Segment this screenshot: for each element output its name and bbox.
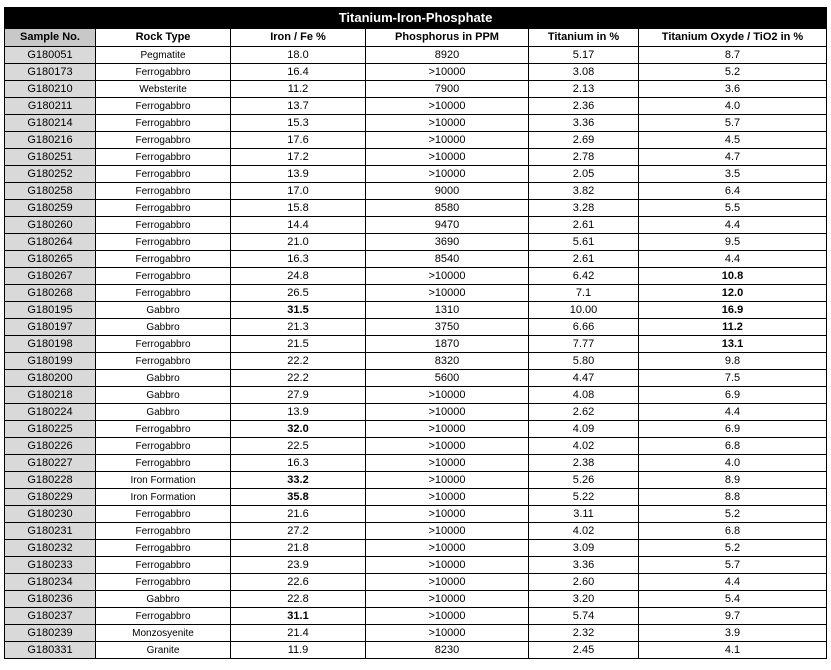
titanium-cell: 4.09 bbox=[529, 421, 639, 438]
tio2-cell: 16.9 bbox=[639, 302, 827, 319]
table-row bbox=[5, 234, 827, 251]
titanium-cell: 2.45 bbox=[529, 642, 639, 659]
phosphorus-cell: >10000 bbox=[366, 557, 529, 574]
phosphorus-cell: 9000 bbox=[366, 183, 529, 200]
titanium-cell: 5.74 bbox=[529, 608, 639, 625]
iron-cell: 33.2 bbox=[231, 472, 366, 489]
data-table bbox=[4, 7, 827, 659]
tio2-cell: 4.4 bbox=[639, 217, 827, 234]
sample-no-cell: G180258 bbox=[5, 183, 96, 200]
rock-type-cell: Gabbro bbox=[96, 404, 231, 421]
iron-cell: 17.2 bbox=[231, 149, 366, 166]
iron-cell: 17.6 bbox=[231, 132, 366, 149]
tio2-cell: 9.5 bbox=[639, 234, 827, 251]
tio2-cell: 4.4 bbox=[639, 404, 827, 421]
rock-type-cell: Ferrogabbro bbox=[96, 523, 231, 540]
table-row bbox=[5, 98, 827, 115]
phosphorus-cell: >10000 bbox=[366, 472, 529, 489]
titanium-cell: 2.62 bbox=[529, 404, 639, 421]
phosphorus-cell: >10000 bbox=[366, 540, 529, 557]
rock-type-cell: Iron Formation bbox=[96, 489, 231, 506]
sample-no-cell: G180173 bbox=[5, 64, 96, 81]
rock-type-cell: Ferrogabbro bbox=[96, 251, 231, 268]
rock-type-cell: Gabbro bbox=[96, 591, 231, 608]
phosphorus-cell: 8920 bbox=[366, 47, 529, 64]
table-row bbox=[5, 166, 827, 183]
table-row bbox=[5, 115, 827, 132]
tio2-cell: 5.4 bbox=[639, 591, 827, 608]
titanium-cell: 5.61 bbox=[529, 234, 639, 251]
table-row bbox=[5, 183, 827, 200]
sample-no-cell: G180268 bbox=[5, 285, 96, 302]
sample-no-cell: G180210 bbox=[5, 81, 96, 98]
iron-cell: 13.9 bbox=[231, 166, 366, 183]
phosphorus-cell: >10000 bbox=[366, 404, 529, 421]
tio2-cell: 8.9 bbox=[639, 472, 827, 489]
titanium-cell: 5.80 bbox=[529, 353, 639, 370]
sample-no-cell: G180218 bbox=[5, 387, 96, 404]
rock-type-cell: Ferrogabbro bbox=[96, 115, 231, 132]
col-header-phosphorus: Phosphorus in PPM bbox=[366, 29, 529, 47]
tio2-cell: 11.2 bbox=[639, 319, 827, 336]
col-header-rock-type: Rock Type bbox=[96, 29, 231, 47]
tio2-cell: 5.2 bbox=[639, 540, 827, 557]
rock-type-cell: Ferrogabbro bbox=[96, 455, 231, 472]
tio2-cell: 4.1 bbox=[639, 642, 827, 659]
tio2-cell: 12.0 bbox=[639, 285, 827, 302]
table-row bbox=[5, 132, 827, 149]
sample-no-cell: G180198 bbox=[5, 336, 96, 353]
table-row bbox=[5, 455, 827, 472]
table-title: Titanium-Iron-Phosphate bbox=[5, 8, 827, 29]
tio2-cell: 4.0 bbox=[639, 98, 827, 115]
rock-type-cell: Ferrogabbro bbox=[96, 183, 231, 200]
tio2-cell: 6.4 bbox=[639, 183, 827, 200]
table-row bbox=[5, 574, 827, 591]
titanium-cell: 2.32 bbox=[529, 625, 639, 642]
sample-no-cell: G180231 bbox=[5, 523, 96, 540]
tio2-cell: 4.5 bbox=[639, 132, 827, 149]
sample-no-cell: G180237 bbox=[5, 608, 96, 625]
tio2-cell: 4.0 bbox=[639, 455, 827, 472]
tio2-cell: 5.7 bbox=[639, 557, 827, 574]
titanium-cell: 3.36 bbox=[529, 115, 639, 132]
rock-type-cell: Ferrogabbro bbox=[96, 64, 231, 81]
sample-no-cell: G180195 bbox=[5, 302, 96, 319]
rock-type-cell: Monzosyenite bbox=[96, 625, 231, 642]
titanium-cell: 2.13 bbox=[529, 81, 639, 98]
rock-type-cell: Ferrogabbro bbox=[96, 421, 231, 438]
iron-cell: 15.8 bbox=[231, 200, 366, 217]
table-row bbox=[5, 540, 827, 557]
phosphorus-cell: >10000 bbox=[366, 438, 529, 455]
titanium-cell: 3.28 bbox=[529, 200, 639, 217]
iron-cell: 31.1 bbox=[231, 608, 366, 625]
sample-no-cell: G180265 bbox=[5, 251, 96, 268]
sample-no-cell: G180051 bbox=[5, 47, 96, 64]
header-row bbox=[5, 29, 827, 47]
titanium-cell: 2.61 bbox=[529, 251, 639, 268]
rock-type-cell: Gabbro bbox=[96, 302, 231, 319]
iron-cell: 21.0 bbox=[231, 234, 366, 251]
tio2-cell: 9.7 bbox=[639, 608, 827, 625]
sample-no-cell: G180236 bbox=[5, 591, 96, 608]
tio2-cell: 13.1 bbox=[639, 336, 827, 353]
phosphorus-cell: 8230 bbox=[366, 642, 529, 659]
titanium-cell: 6.66 bbox=[529, 319, 639, 336]
iron-cell: 21.4 bbox=[231, 625, 366, 642]
phosphorus-cell: >10000 bbox=[366, 506, 529, 523]
table-row bbox=[5, 387, 827, 404]
phosphorus-cell: >10000 bbox=[366, 608, 529, 625]
titanium-cell: 6.42 bbox=[529, 268, 639, 285]
titanium-cell: 2.60 bbox=[529, 574, 639, 591]
table-row bbox=[5, 472, 827, 489]
phosphorus-cell: 7900 bbox=[366, 81, 529, 98]
phosphorus-cell: >10000 bbox=[366, 421, 529, 438]
table-row bbox=[5, 642, 827, 659]
table-row bbox=[5, 506, 827, 523]
titanium-cell: 4.08 bbox=[529, 387, 639, 404]
titanium-cell: 3.09 bbox=[529, 540, 639, 557]
tio2-cell: 6.9 bbox=[639, 421, 827, 438]
phosphorus-cell: >10000 bbox=[366, 489, 529, 506]
rock-type-cell: Ferrogabbro bbox=[96, 506, 231, 523]
sample-no-cell: G180214 bbox=[5, 115, 96, 132]
iron-cell: 22.6 bbox=[231, 574, 366, 591]
table-row bbox=[5, 64, 827, 81]
phosphorus-cell: 8580 bbox=[366, 200, 529, 217]
tio2-cell: 4.4 bbox=[639, 251, 827, 268]
rock-type-cell: Ferrogabbro bbox=[96, 285, 231, 302]
sample-no-cell: G180224 bbox=[5, 404, 96, 421]
iron-cell: 31.5 bbox=[231, 302, 366, 319]
tio2-cell: 4.7 bbox=[639, 149, 827, 166]
titanium-cell: 5.17 bbox=[529, 47, 639, 64]
table-row bbox=[5, 625, 827, 642]
table-row bbox=[5, 200, 827, 217]
iron-cell: 22.5 bbox=[231, 438, 366, 455]
rock-type-cell: Ferrogabbro bbox=[96, 557, 231, 574]
sample-no-cell: G180230 bbox=[5, 506, 96, 523]
table-row bbox=[5, 438, 827, 455]
sample-no-cell: G180225 bbox=[5, 421, 96, 438]
titanium-cell: 2.38 bbox=[529, 455, 639, 472]
titanium-cell: 4.47 bbox=[529, 370, 639, 387]
iron-cell: 26.5 bbox=[231, 285, 366, 302]
iron-cell: 14.4 bbox=[231, 217, 366, 234]
phosphorus-cell: >10000 bbox=[366, 132, 529, 149]
iron-cell: 17.0 bbox=[231, 183, 366, 200]
phosphorus-cell: >10000 bbox=[366, 387, 529, 404]
sample-no-cell: G180199 bbox=[5, 353, 96, 370]
phosphorus-cell: 8540 bbox=[366, 251, 529, 268]
phosphorus-cell: 8320 bbox=[366, 353, 529, 370]
table-row bbox=[5, 608, 827, 625]
titanium-cell: 7.77 bbox=[529, 336, 639, 353]
titanium-cell: 2.69 bbox=[529, 132, 639, 149]
rock-type-cell: Gabbro bbox=[96, 319, 231, 336]
tio2-cell: 6.8 bbox=[639, 438, 827, 455]
sample-no-cell: G180197 bbox=[5, 319, 96, 336]
titanium-cell: 10.00 bbox=[529, 302, 639, 319]
sample-no-cell: G180239 bbox=[5, 625, 96, 642]
rock-type-cell: Pegmatite bbox=[96, 47, 231, 64]
iron-cell: 21.6 bbox=[231, 506, 366, 523]
titanium-cell: 2.78 bbox=[529, 149, 639, 166]
iron-cell: 21.3 bbox=[231, 319, 366, 336]
table-row bbox=[5, 353, 827, 370]
titanium-cell: 5.22 bbox=[529, 489, 639, 506]
col-header-tio2: Titanium Oxyde / TiO2 in % bbox=[639, 29, 827, 47]
col-header-iron: Iron / Fe % bbox=[231, 29, 366, 47]
iron-cell: 27.9 bbox=[231, 387, 366, 404]
titanium-cell: 3.08 bbox=[529, 64, 639, 81]
rock-type-cell: Granite bbox=[96, 642, 231, 659]
iron-cell: 35.8 bbox=[231, 489, 366, 506]
phosphorus-cell: >10000 bbox=[366, 268, 529, 285]
sample-no-cell: G180216 bbox=[5, 132, 96, 149]
sample-no-cell: G180232 bbox=[5, 540, 96, 557]
titanium-cell: 2.05 bbox=[529, 166, 639, 183]
rock-type-cell: Ferrogabbro bbox=[96, 336, 231, 353]
rock-type-cell: Websterite bbox=[96, 81, 231, 98]
sample-no-cell: G180264 bbox=[5, 234, 96, 251]
col-header-sample: Sample No. bbox=[5, 29, 96, 47]
iron-cell: 21.5 bbox=[231, 336, 366, 353]
iron-cell: 16.3 bbox=[231, 251, 366, 268]
tio2-cell: 8.8 bbox=[639, 489, 827, 506]
sample-no-cell: G180251 bbox=[5, 149, 96, 166]
iron-cell: 32.0 bbox=[231, 421, 366, 438]
table-row bbox=[5, 217, 827, 234]
table-row bbox=[5, 523, 827, 540]
iron-cell: 27.2 bbox=[231, 523, 366, 540]
titanium-cell: 2.61 bbox=[529, 217, 639, 234]
phosphorus-cell: >10000 bbox=[366, 98, 529, 115]
tio2-cell: 3.5 bbox=[639, 166, 827, 183]
table-row bbox=[5, 336, 827, 353]
phosphorus-cell: 3750 bbox=[366, 319, 529, 336]
sample-no-cell: G180259 bbox=[5, 200, 96, 217]
phosphorus-cell: >10000 bbox=[366, 166, 529, 183]
titanium-cell: 5.26 bbox=[529, 472, 639, 489]
sample-no-cell: G180331 bbox=[5, 642, 96, 659]
tio2-cell: 4.4 bbox=[639, 574, 827, 591]
table-row bbox=[5, 421, 827, 438]
rock-type-cell: Ferrogabbro bbox=[96, 540, 231, 557]
tio2-cell: 6.8 bbox=[639, 523, 827, 540]
rock-type-cell: Iron Formation bbox=[96, 472, 231, 489]
sample-no-cell: G180233 bbox=[5, 557, 96, 574]
sample-no-cell: G180226 bbox=[5, 438, 96, 455]
tio2-cell: 3.6 bbox=[639, 81, 827, 98]
tio2-cell: 8.7 bbox=[639, 47, 827, 64]
phosphorus-cell: >10000 bbox=[366, 523, 529, 540]
phosphorus-cell: >10000 bbox=[366, 115, 529, 132]
iron-cell: 21.8 bbox=[231, 540, 366, 557]
tio2-cell: 3.9 bbox=[639, 625, 827, 642]
sample-no-cell: G180228 bbox=[5, 472, 96, 489]
table-row bbox=[5, 149, 827, 166]
iron-cell: 15.3 bbox=[231, 115, 366, 132]
titanium-cell: 4.02 bbox=[529, 523, 639, 540]
iron-cell: 23.9 bbox=[231, 557, 366, 574]
phosphorus-cell: >10000 bbox=[366, 625, 529, 642]
phosphorus-cell: >10000 bbox=[366, 285, 529, 302]
table-row bbox=[5, 489, 827, 506]
titanium-cell: 2.36 bbox=[529, 98, 639, 115]
table-row bbox=[5, 370, 827, 387]
phosphorus-cell: >10000 bbox=[366, 574, 529, 591]
rock-type-cell: Ferrogabbro bbox=[96, 608, 231, 625]
table-row bbox=[5, 285, 827, 302]
table-row bbox=[5, 251, 827, 268]
sample-no-cell: G180260 bbox=[5, 217, 96, 234]
rock-type-cell: Ferrogabbro bbox=[96, 200, 231, 217]
phosphorus-cell: >10000 bbox=[366, 64, 529, 81]
iron-cell: 11.9 bbox=[231, 642, 366, 659]
phosphorus-cell: 3690 bbox=[366, 234, 529, 251]
tio2-cell: 6.9 bbox=[639, 387, 827, 404]
iron-cell: 22.2 bbox=[231, 353, 366, 370]
phosphorus-cell: >10000 bbox=[366, 455, 529, 472]
tio2-cell: 7.5 bbox=[639, 370, 827, 387]
rock-type-cell: Ferrogabbro bbox=[96, 353, 231, 370]
rock-type-cell: Ferrogabbro bbox=[96, 574, 231, 591]
table-row bbox=[5, 302, 827, 319]
sample-no-cell: G180229 bbox=[5, 489, 96, 506]
rock-type-cell: Ferrogabbro bbox=[96, 438, 231, 455]
sample-no-cell: G180211 bbox=[5, 98, 96, 115]
iron-cell: 18.0 bbox=[231, 47, 366, 64]
phosphorus-cell: >10000 bbox=[366, 149, 529, 166]
table-row bbox=[5, 81, 827, 98]
sample-no-cell: G180227 bbox=[5, 455, 96, 472]
rock-type-cell: Ferrogabbro bbox=[96, 166, 231, 183]
sample-no-cell: G180252 bbox=[5, 166, 96, 183]
sample-no-cell: G180200 bbox=[5, 370, 96, 387]
sample-no-cell: G180267 bbox=[5, 268, 96, 285]
rock-type-cell: Gabbro bbox=[96, 370, 231, 387]
rock-type-cell: Ferrogabbro bbox=[96, 98, 231, 115]
rock-type-cell: Ferrogabbro bbox=[96, 149, 231, 166]
titanium-cell: 3.36 bbox=[529, 557, 639, 574]
titanium-cell: 3.20 bbox=[529, 591, 639, 608]
rock-type-cell: Ferrogabbro bbox=[96, 132, 231, 149]
phosphorus-cell: >10000 bbox=[366, 591, 529, 608]
table-row bbox=[5, 268, 827, 285]
rock-type-cell: Gabbro bbox=[96, 387, 231, 404]
rock-type-cell: Ferrogabbro bbox=[96, 217, 231, 234]
iron-cell: 11.2 bbox=[231, 81, 366, 98]
titanium-cell: 4.02 bbox=[529, 438, 639, 455]
iron-cell: 22.8 bbox=[231, 591, 366, 608]
titanium-cell: 3.82 bbox=[529, 183, 639, 200]
iron-cell: 16.3 bbox=[231, 455, 366, 472]
tio2-cell: 10.8 bbox=[639, 268, 827, 285]
tio2-cell: 9.8 bbox=[639, 353, 827, 370]
table-row bbox=[5, 404, 827, 421]
tio2-cell: 5.2 bbox=[639, 506, 827, 523]
iron-cell: 22.2 bbox=[231, 370, 366, 387]
iron-cell: 13.9 bbox=[231, 404, 366, 421]
titanium-cell: 7.1 bbox=[529, 285, 639, 302]
phosphorus-cell: 1310 bbox=[366, 302, 529, 319]
table-row bbox=[5, 47, 827, 64]
iron-cell: 13.7 bbox=[231, 98, 366, 115]
rock-type-cell: Ferrogabbro bbox=[96, 234, 231, 251]
rock-type-cell: Ferrogabbro bbox=[96, 268, 231, 285]
tio2-cell: 5.7 bbox=[639, 115, 827, 132]
table-row bbox=[5, 591, 827, 608]
iron-cell: 16.4 bbox=[231, 64, 366, 81]
phosphorus-cell: 9470 bbox=[366, 217, 529, 234]
phosphorus-cell: 5600 bbox=[366, 370, 529, 387]
tio2-cell: 5.2 bbox=[639, 64, 827, 81]
table-row bbox=[5, 557, 827, 574]
tio2-cell: 5.5 bbox=[639, 200, 827, 217]
sample-no-cell: G180234 bbox=[5, 574, 96, 591]
titanium-cell: 3.11 bbox=[529, 506, 639, 523]
table-row bbox=[5, 319, 827, 336]
phosphorus-cell: 1870 bbox=[366, 336, 529, 353]
iron-cell: 24.8 bbox=[231, 268, 366, 285]
col-header-titanium: Titanium in % bbox=[529, 29, 639, 47]
